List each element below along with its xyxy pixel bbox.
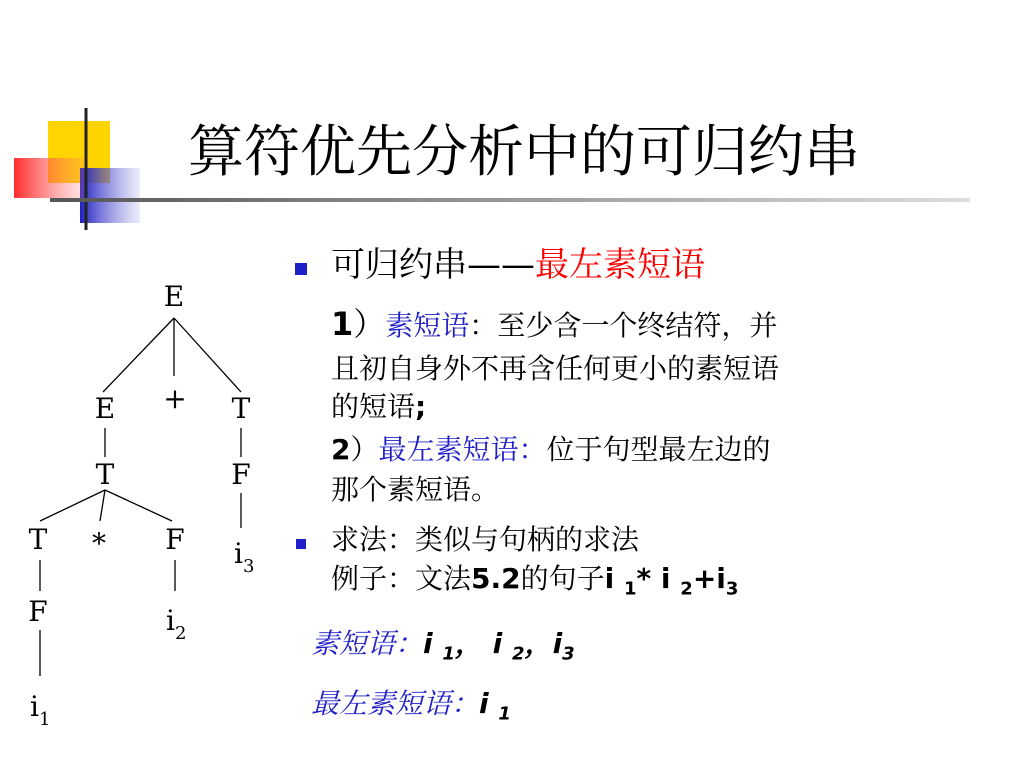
node-E-root: E — [163, 280, 185, 313]
leftmost-prime-phrase-highlight: 最左素短语 — [535, 245, 705, 285]
example-sentence: i $_1$* i $_2+i_3$ — [604, 562, 739, 600]
bullet-1-prefix: 可归约串—— — [331, 245, 535, 285]
blue-square — [80, 168, 140, 223]
def1-number: 1 — [331, 305, 354, 343]
slide-title: 算符优先分析中的可归约串 — [188, 120, 860, 185]
node-i3: $i_3$ — [234, 537, 255, 577]
node-F-left: F — [28, 595, 48, 628]
example-line — [331, 561, 738, 608]
red-bar — [14, 158, 84, 198]
title-underline — [50, 198, 970, 202]
def1-text-1: 至少含一个终结符，并 — [497, 309, 778, 342]
leftmost-prime-phrase-value: i $_1$ — [479, 687, 511, 725]
node-T-mid: T — [95, 458, 115, 491]
bullet-square-icon — [296, 539, 306, 549]
definition-1-line-3 — [331, 389, 426, 425]
example-grammar-number: 5.2 — [471, 562, 521, 595]
node-star: * — [92, 527, 106, 560]
def2-term: 最左素短语： — [378, 433, 547, 466]
def1-term: 素短语 — [385, 309, 470, 342]
prime-phrases-answer — [311, 626, 575, 673]
def1-text-3: 的短语 — [331, 390, 416, 423]
bullet-square-icon — [295, 263, 307, 275]
def1-paren: ） — [353, 305, 386, 343]
tree-edges — [40, 318, 241, 676]
leftmost-prime-phrase-label: 最左素短语： — [311, 687, 480, 720]
def2-number: 2 — [331, 433, 351, 466]
definition-1-line-1 — [331, 306, 777, 344]
definition-2-line-1 — [331, 432, 771, 468]
node-E: E — [94, 392, 116, 425]
node-T-right: T — [231, 392, 251, 425]
node-i2: $i_2$ — [166, 604, 187, 644]
node-plus: + — [163, 382, 187, 415]
example-mid: 的句子 — [520, 562, 605, 595]
definition-2-line-2: 那个素短语。 — [331, 473, 500, 506]
syntax-tree-diagram — [0, 270, 290, 740]
prime-phrases-values: i $_1$， i $_2$，$i_3$ — [423, 627, 575, 665]
definition-1-line-2: 且初自身外不再含任何更小的素短语 — [331, 352, 780, 385]
def1-semicolon: ; — [415, 390, 427, 423]
def2-paren: ） — [350, 433, 379, 466]
def1-colon: ： — [469, 309, 498, 342]
node-F-right: F — [231, 458, 251, 491]
node-i1: $i_1$ — [30, 690, 51, 730]
leftmost-prime-phrase-answer — [311, 686, 511, 733]
bullet-2-text: 求法：类似与句柄的求法 — [331, 523, 640, 556]
bullet-1-text — [331, 244, 705, 286]
node-T-left: T — [28, 523, 48, 556]
prime-phrases-label: 素短语： — [311, 627, 424, 660]
example-prefix: 例子：文法 — [331, 562, 472, 595]
def2-text-1: 位于句型最左边的 — [546, 433, 771, 466]
node-F-mid: F — [165, 523, 185, 556]
